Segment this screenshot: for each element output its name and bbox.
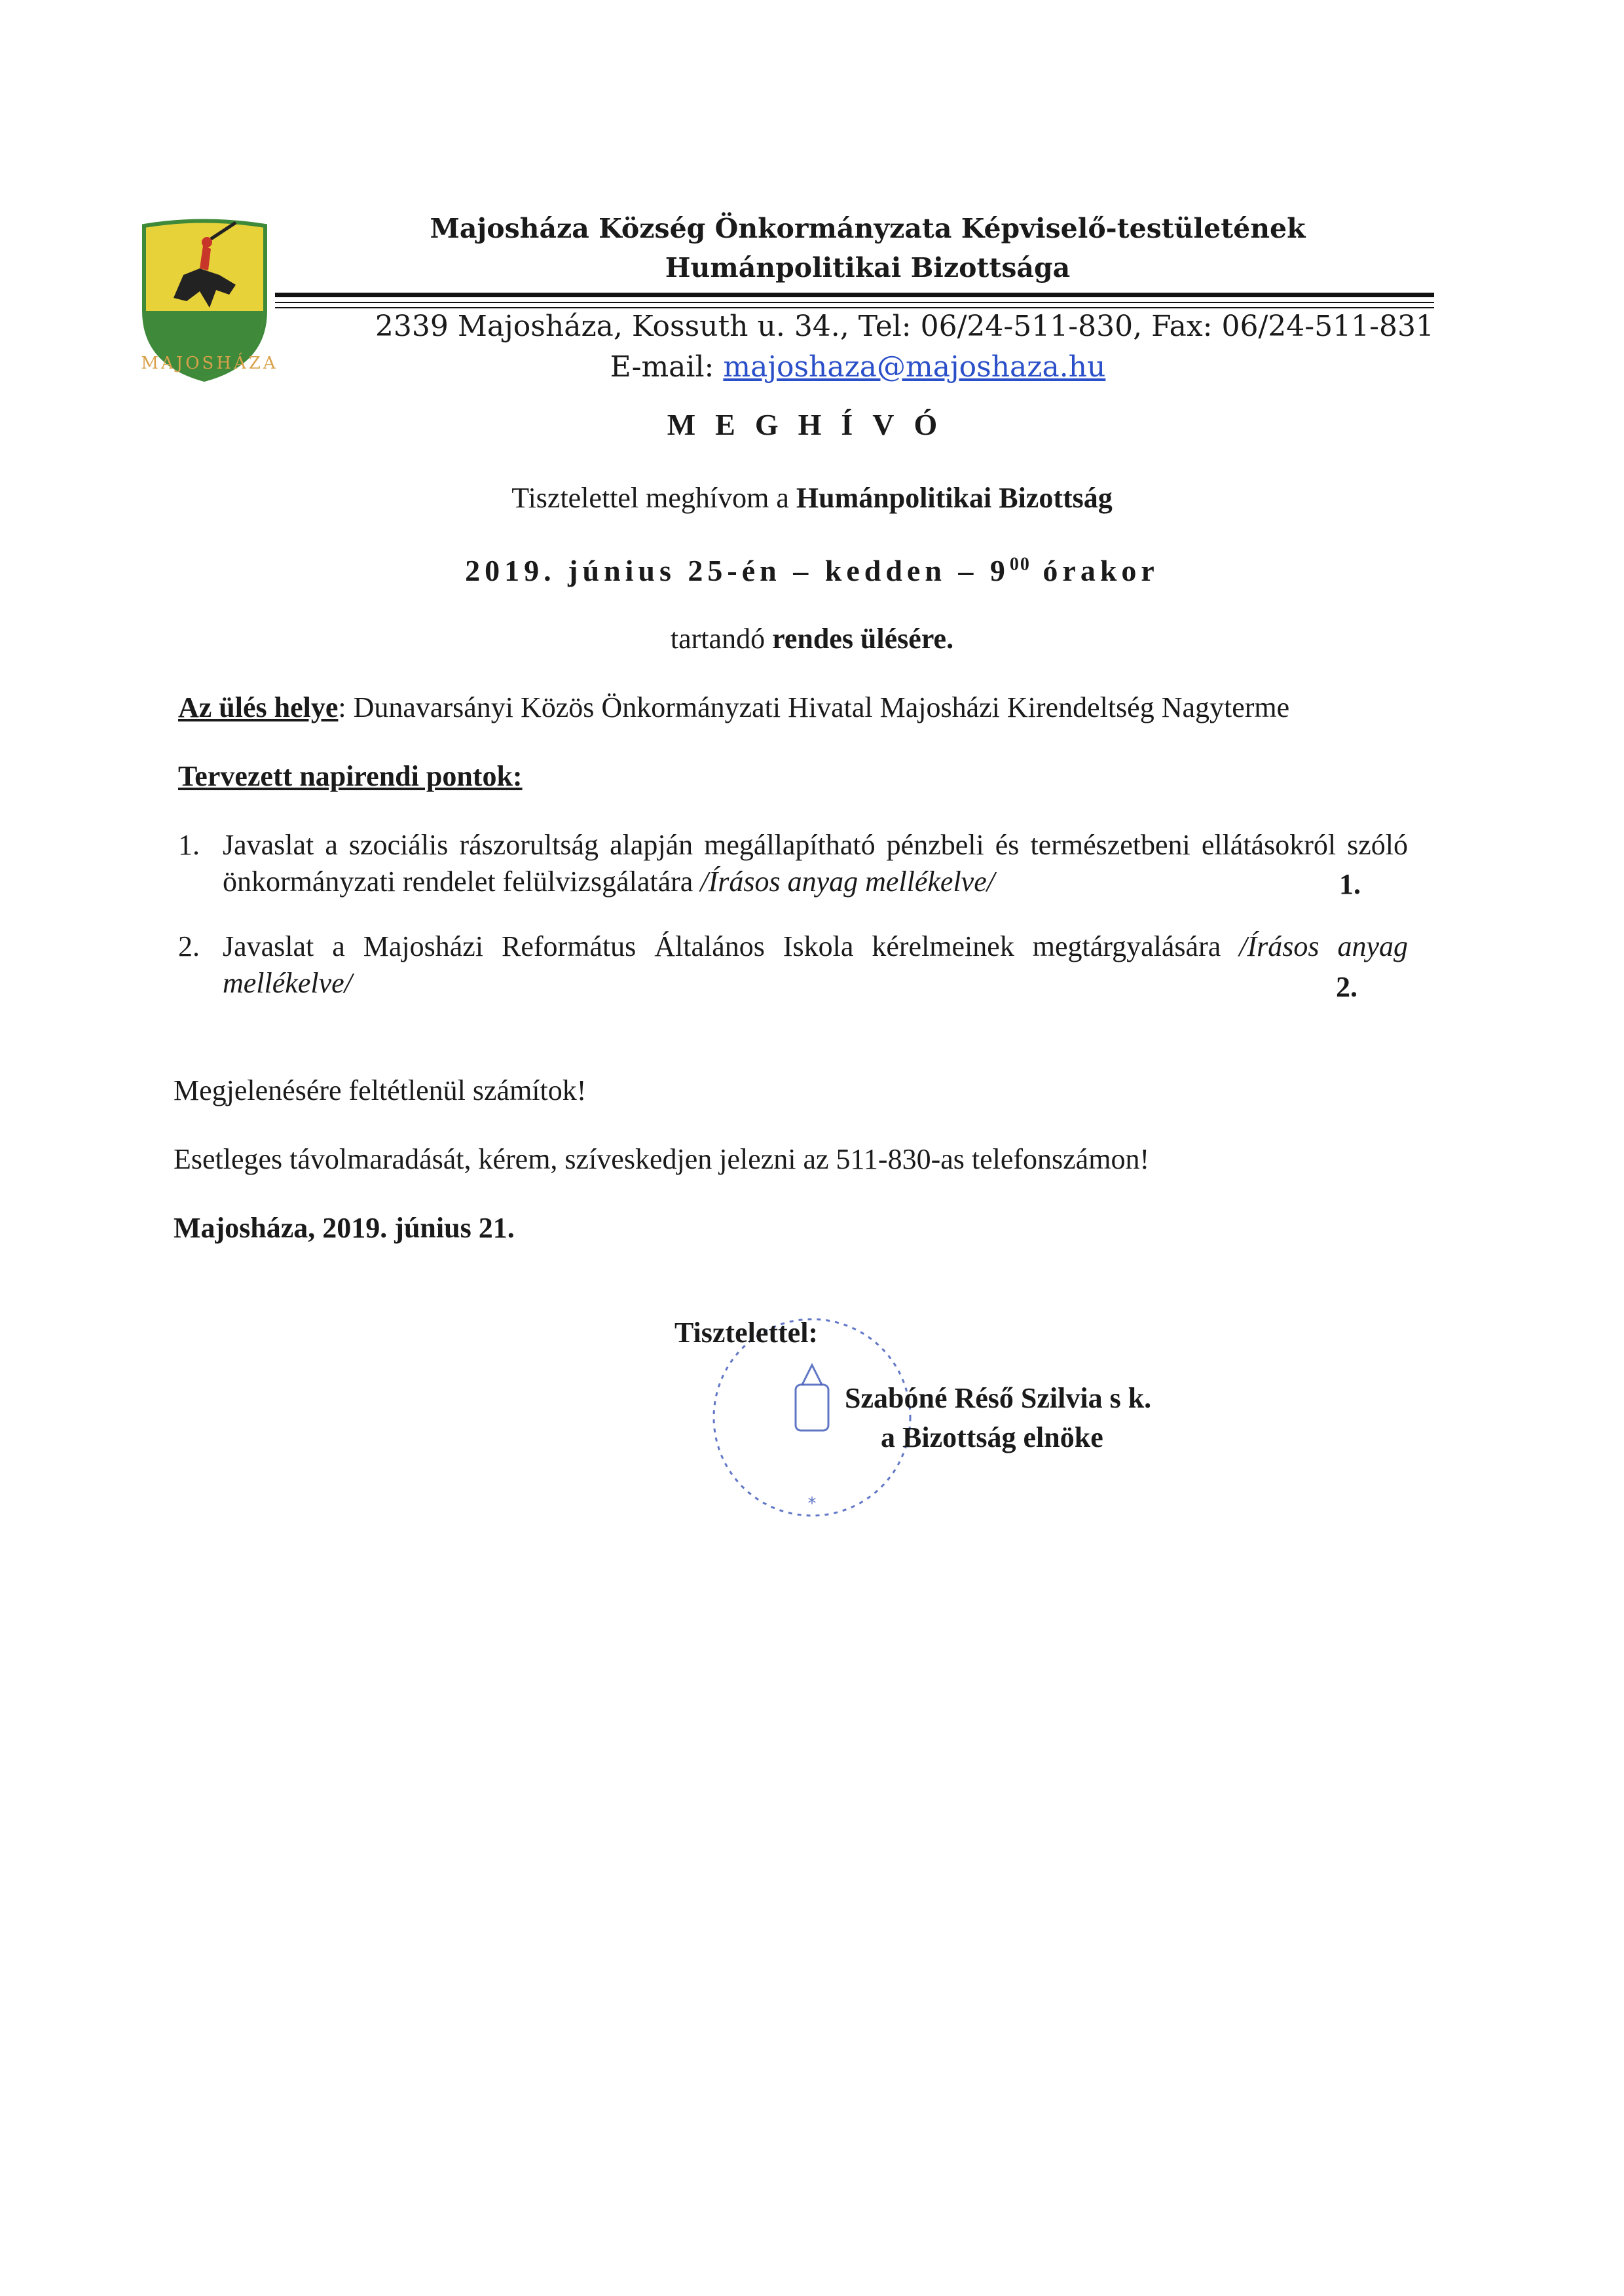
place-date: Majosháza, 2019. június 21. bbox=[174, 1212, 515, 1244]
header-rule-thin-2 bbox=[275, 307, 1434, 308]
agenda-item bbox=[223, 827, 1408, 900]
document-title: MEGHÍVÓ bbox=[667, 408, 957, 441]
agenda-heading: Tervezett napirendi pontok: bbox=[178, 760, 523, 792]
session-prefix: tartandó bbox=[670, 623, 773, 655]
email-label: E-mail: bbox=[610, 350, 724, 384]
intro-committee: Humánpolitikai Bizottság bbox=[796, 482, 1113, 514]
header-rule-thin bbox=[275, 302, 1434, 303]
agenda-item bbox=[223, 928, 1408, 1002]
agenda-item-number: 1. bbox=[178, 829, 200, 861]
session-line bbox=[0, 622, 1624, 655]
org-name-line2: Humánpolitikai Bizottsága bbox=[665, 252, 1071, 283]
contact-address: 2339 Majosháza, Kossuth u. 34., Tel: 06/24-511-830, Fax: 06/24-511-831 bbox=[375, 310, 1434, 343]
venue-label: Az ülés helye bbox=[178, 691, 339, 723]
signatory-name: Szabóné Réső Szilvia s k. bbox=[845, 1382, 1152, 1414]
closing-line-2: Esetleges távolmaradását, kérem, szíveskedjen jelezni az 511-830-as telefonszámon! bbox=[174, 1143, 1150, 1175]
header-rule-thick bbox=[275, 293, 1434, 297]
date-prefix: 2019. június 25-én – kedden – 9 bbox=[465, 554, 1010, 587]
svg-text:*: * bbox=[807, 1494, 817, 1514]
session-type: rendes ülésére. bbox=[772, 623, 954, 655]
org-name-line1: Majosháza Község Önkormányzata Képviselő-testületének bbox=[430, 213, 1306, 244]
agenda-item-ref: 1. bbox=[1339, 868, 1361, 900]
agenda-item-note: /Írásos anyag mellékelve/ bbox=[223, 930, 1408, 999]
agenda-item-note: /Írásos anyag mellékelve/ bbox=[700, 866, 995, 898]
agenda-item-text: Javaslat a Majosházi Református Általános Iskola kérelmeinek megtárgyalására bbox=[223, 930, 1240, 962]
intro-prefix: Tisztelettel meghívom a bbox=[511, 482, 796, 514]
venue-value: : Dunavarsányi Közös Önkormányzati Hivatal Majosházi Kirendeltség Nagyterme bbox=[338, 691, 1290, 723]
invitation-intro bbox=[0, 481, 1624, 515]
agenda-item-number: 2. bbox=[178, 930, 200, 962]
closing-line-1: Megjelenésére feltétlenül számítok! bbox=[174, 1074, 587, 1106]
meeting-datetime bbox=[0, 553, 1624, 588]
time-minutes: 00 bbox=[1009, 554, 1031, 575]
date-suffix: órakor bbox=[1030, 554, 1159, 587]
agenda-item-text: Javaslat a szociális rászorultság alapján megállapítható pénzbeli és természetbeni ellátásokról szóló önkormányzati rendelet felülvizsgálatára bbox=[223, 829, 1408, 898]
contact-email-line bbox=[282, 350, 1434, 384]
signatory-title: a Bizottság elnöke bbox=[881, 1421, 1103, 1453]
email-link[interactable]: majoshaza@majoshaza.hu bbox=[723, 350, 1106, 384]
agenda-item-ref: 2. bbox=[1336, 971, 1357, 1003]
logo-caption: MAJOSHÁZA bbox=[141, 354, 278, 373]
regards: Tisztelettel: bbox=[674, 1317, 819, 1349]
venue-line bbox=[178, 691, 1488, 724]
